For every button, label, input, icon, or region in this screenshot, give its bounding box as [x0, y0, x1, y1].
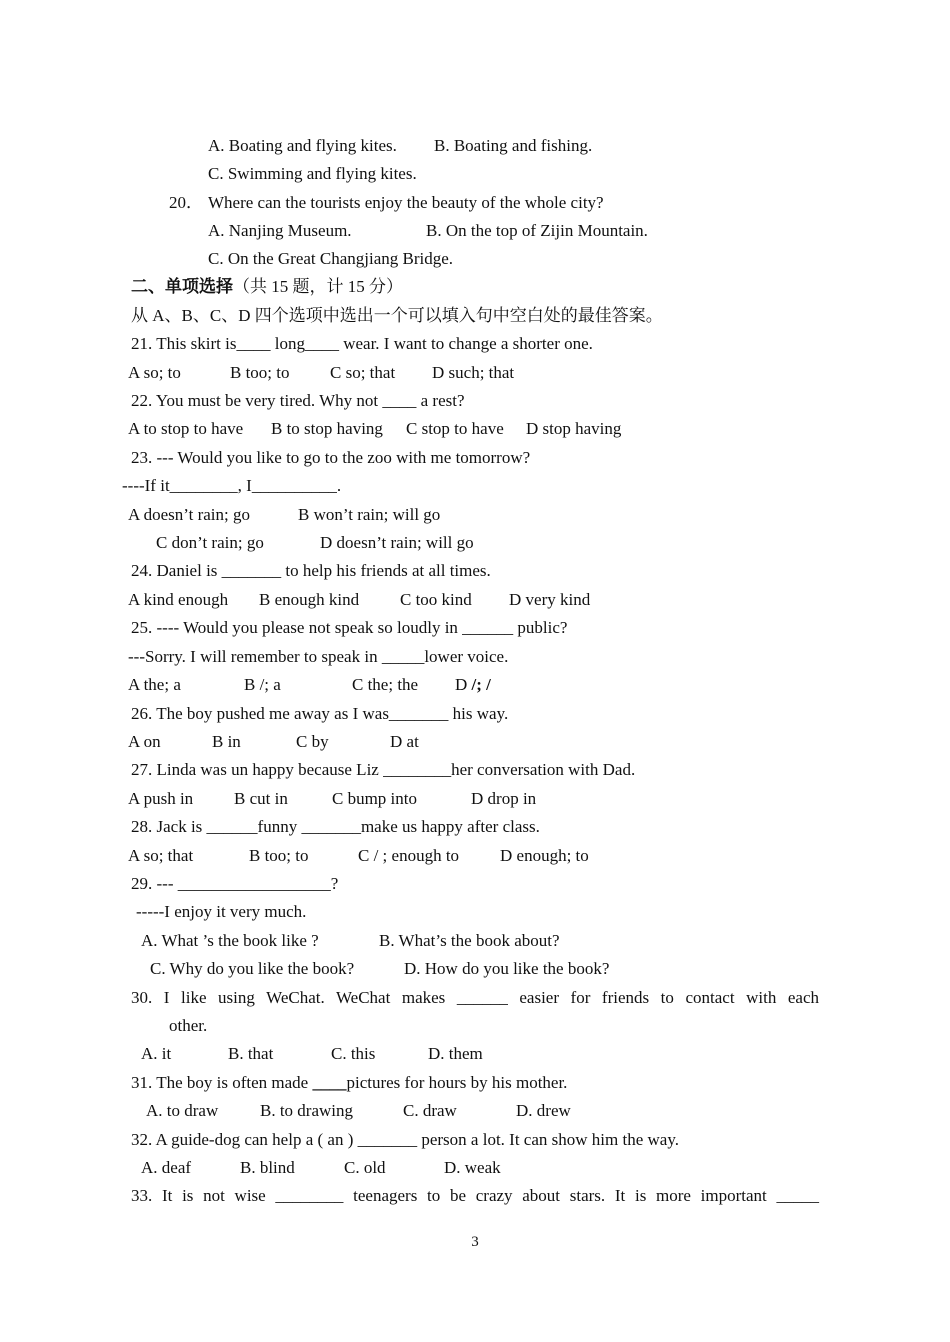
q19-option-c: C. Swimming and flying kites.	[208, 164, 417, 183]
q28-option-c: C / ; enough to	[358, 846, 460, 865]
q31-option-c: C. draw	[403, 1101, 457, 1120]
q22-option-a: A to stop to have	[128, 419, 244, 438]
q31-question	[131, 1073, 567, 1093]
q24-question: 24. Daniel is _______ to help his friends at all times.	[131, 561, 491, 580]
q24-option-c: C too kind	[400, 590, 472, 609]
q20-number: 20．	[169, 193, 203, 212]
q20-option-c: C. On the Great Changjiang Bridge.	[208, 249, 454, 268]
q25-question: 25. ---- Would you please not speak so loudly in ______ public?	[131, 618, 568, 637]
section-points: （共 15 题，计 15 分）	[233, 277, 403, 296]
q19-option-b: B. Boating and fishing.	[434, 136, 593, 155]
q30-option-d: D. them	[428, 1044, 483, 1063]
q28-option-d: D enough; to	[500, 846, 589, 865]
page-number: 3	[471, 1234, 479, 1250]
q23-option-d: D doesn’t rain; will go	[320, 533, 474, 552]
q28-option-b: B too; to	[249, 846, 309, 865]
q31-question-start: 31. The boy is often made	[131, 1073, 313, 1092]
q32-option-a: A. deaf	[141, 1158, 192, 1177]
q29-option-d: D. How do you like the book?	[404, 959, 610, 978]
q29-question: 29. --- __________________?	[131, 874, 339, 893]
q25-option-a: A the; a	[128, 675, 181, 694]
q23-option-c: C don’t rain; go	[156, 533, 264, 552]
q32-question: 32. A guide-dog can help a ( an ) _______ person a lot. It can show him the way.	[131, 1130, 679, 1149]
section-title: 二、单项选择	[131, 277, 233, 296]
q22-option-d: D stop having	[526, 419, 622, 438]
q23-option-b: B won’t rain; will go	[298, 505, 441, 524]
q26-option-c: C by	[296, 732, 329, 751]
q21-option-a: A so; to	[128, 363, 181, 382]
q26-option-d: D at	[390, 732, 419, 751]
q20-option-b: B. On the top of Zijin Mountain.	[426, 221, 648, 240]
section-heading	[131, 277, 403, 297]
q30-option-c: C. this	[331, 1044, 376, 1063]
q21-option-d: D such; that	[432, 363, 515, 382]
q25-option-b: B /; a	[244, 675, 281, 694]
q28-option-a: A so; that	[128, 846, 194, 865]
q27-option-a: A push in	[128, 789, 194, 808]
q27-question: 27. Linda was un happy because Liz ________her conversation with Dad.	[131, 760, 636, 779]
q26-option-b: B in	[212, 732, 241, 751]
q23-reply: ----If it________, I__________.	[122, 476, 342, 495]
q32-option-d: D. weak	[444, 1158, 501, 1177]
q30-question: 30. I like using WeChat. WeChat makes ______ easier for friends to contact with each	[131, 988, 819, 1007]
q27-option-c: C bump into	[332, 789, 418, 808]
q20-option-a: A. Nanjing Museum.	[208, 221, 352, 240]
q31-blank: ____	[312, 1073, 347, 1092]
q23-question: 23. --- Would you like to go to the zoo with me tomorrow?	[131, 448, 531, 467]
q29-option-c: C. Why do you like the book?	[150, 959, 355, 978]
q26-question: 26. The boy pushed me away as I was_______ his way.	[131, 704, 509, 723]
q20-question: Where can the tourists enjoy the beauty of the whole city?	[208, 193, 604, 212]
q32-option-c: C. old	[344, 1158, 386, 1177]
q21-question: 21. This skirt is____ long____ wear. I want to change a shorter one.	[131, 334, 593, 353]
q24-option-b: B enough kind	[259, 590, 360, 609]
q25-option-d-text: /; /	[471, 675, 491, 694]
q22-option-b: B to stop having	[271, 419, 383, 438]
q31-option-a: A. to draw	[146, 1101, 219, 1120]
q25-reply: ---Sorry. I will remember to speak in _____lower voice.	[128, 647, 509, 666]
q30-question-continued: other.	[169, 1016, 208, 1035]
q27-option-d: D drop in	[471, 789, 537, 808]
section-instructions: 从 A、B、C、D 四个选项中选出一个可以填入句中空白处的最佳答案。	[131, 306, 663, 325]
q25-option-d	[455, 675, 491, 695]
q33-question: 33. It is not wise ________ teenagers to be crazy about stars. It is more important _____	[131, 1186, 819, 1205]
q22-option-c: C stop to have	[406, 419, 504, 438]
q32-option-b: B. blind	[240, 1158, 295, 1177]
q31-question-end: pictures for hours by his mother.	[346, 1073, 568, 1092]
q31-option-d: D. drew	[516, 1101, 571, 1120]
q30-option-a: A. it	[141, 1044, 172, 1063]
q29-option-b: B. What’s the book about?	[379, 931, 560, 950]
q31-option-b: B. to drawing	[260, 1101, 354, 1120]
q23-option-a: A doesn’t rain; go	[128, 505, 250, 524]
q25-option-c: C the; the	[352, 675, 419, 694]
q25-option-d-letter: D	[455, 675, 472, 694]
q24-option-a: A kind enough	[128, 590, 229, 609]
q24-option-d: D very kind	[509, 590, 591, 609]
q29-option-a: A. What ’s the book like ?	[141, 931, 319, 950]
q28-question: 28. Jack is ______funny _______make us happy after class.	[131, 817, 540, 836]
q26-option-a: A on	[128, 732, 161, 751]
q21-option-b: B too; to	[230, 363, 290, 382]
q29-reply: -----I enjoy it very much.	[136, 902, 307, 921]
q21-option-c: C so; that	[330, 363, 396, 382]
q30-option-b: B. that	[228, 1044, 274, 1063]
q19-option-a: A. Boating and flying kites.	[208, 136, 397, 155]
q27-option-b: B cut in	[234, 789, 288, 808]
q22-question: 22. You must be very tired. Why not ____ a rest?	[131, 391, 465, 410]
